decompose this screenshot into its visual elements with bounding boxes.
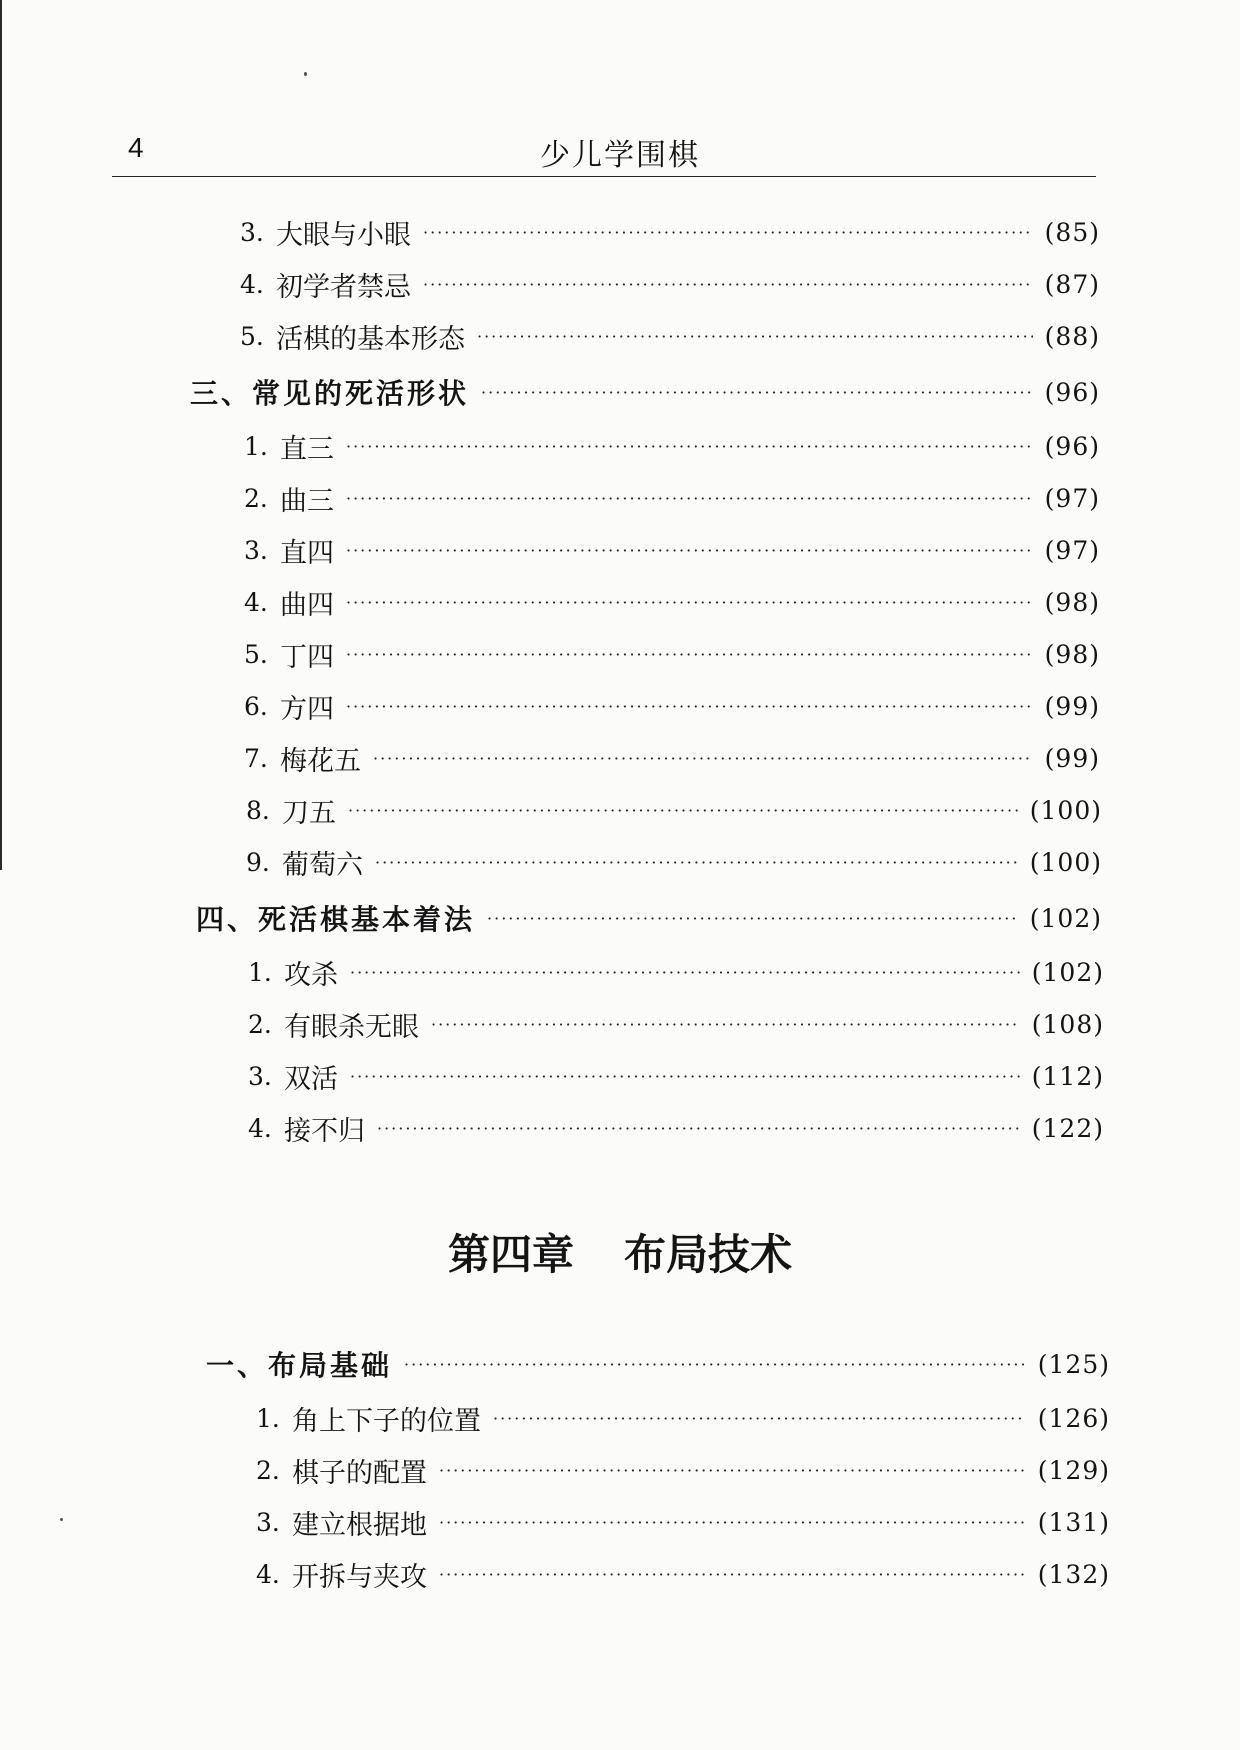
- entry-number: 7.: [244, 743, 268, 773]
- entry-number: 1.: [256, 1403, 280, 1433]
- dot-leader: [346, 593, 1033, 612]
- dot-leader: [346, 645, 1033, 664]
- page-number: 4: [128, 132, 144, 163]
- toc-entry: [244, 686, 1100, 726]
- dot-leader: [373, 749, 1033, 768]
- toc-entry: [240, 264, 1100, 304]
- toc-entry: [248, 1004, 1104, 1044]
- entry-title: 刀五: [282, 797, 336, 829]
- dot-leader: [493, 1409, 1026, 1428]
- toc-entry: [240, 316, 1100, 356]
- entry-number: 3.: [240, 217, 264, 247]
- entry-title: 方四: [280, 693, 334, 725]
- entry-title: 直四: [280, 537, 334, 569]
- toc-entry: [244, 478, 1100, 518]
- entry-number: 1.: [244, 431, 268, 461]
- entry-number: 8.: [246, 795, 270, 825]
- entry-page: (100): [1029, 847, 1102, 877]
- toc-entry: [244, 582, 1100, 622]
- toc-entry: [240, 212, 1100, 252]
- chapter-title: 布局技术: [624, 1230, 793, 1279]
- entry-title: 曲三: [280, 485, 334, 517]
- entry-page: (108): [1031, 1009, 1104, 1039]
- dot-leader: [487, 909, 1018, 928]
- entry-title: 大眼与小眼: [276, 219, 411, 251]
- dot-leader: [346, 697, 1033, 716]
- entry-page: (99): [1044, 691, 1100, 721]
- dot-leader: [439, 1565, 1026, 1584]
- dot-leader: [348, 801, 1018, 820]
- toc-entry: [256, 1398, 1110, 1438]
- entry-title: 开拆与夹攻: [292, 1561, 427, 1593]
- entry-page: (112): [1031, 1061, 1104, 1091]
- entry-page: (96): [1044, 377, 1100, 407]
- entry-number: 3.: [248, 1061, 272, 1091]
- dot-leader: [439, 1513, 1026, 1532]
- toc-entry: [244, 738, 1100, 778]
- entry-title: 曲四: [280, 589, 334, 621]
- entry-number: 5.: [244, 639, 268, 669]
- header-rule: [112, 176, 1096, 177]
- entry-number: 2.: [244, 483, 268, 513]
- entry-number: 4.: [244, 587, 268, 617]
- entry-number: 1.: [248, 957, 272, 987]
- section-title: 一、布局基础: [206, 1349, 393, 1382]
- chapter-heading: [400, 1222, 840, 1282]
- scan-edge: [0, 0, 2, 870]
- entry-number: 2.: [248, 1009, 272, 1039]
- dot-leader: [423, 275, 1033, 294]
- entry-title: 直三: [280, 433, 334, 465]
- dot-leader: [481, 383, 1033, 402]
- entry-page: (96): [1044, 431, 1100, 461]
- toc-section-heading: [190, 372, 1100, 412]
- dot-leader: [477, 327, 1033, 346]
- entry-title: 梅花五: [280, 745, 361, 777]
- entry-title: 攻杀: [284, 959, 338, 991]
- toc-entry: [244, 530, 1100, 570]
- dot-leader: [423, 223, 1033, 242]
- toc-entry: [246, 790, 1102, 830]
- entry-page: (99): [1044, 743, 1100, 773]
- dot-leader: [346, 437, 1033, 456]
- toc-entry: [256, 1554, 1110, 1594]
- entry-page: (97): [1044, 535, 1100, 565]
- entry-page: (88): [1044, 321, 1100, 351]
- entry-title: 角上下子的位置: [292, 1405, 481, 1437]
- entry-title: 接不归: [284, 1115, 365, 1147]
- dot-leader: [404, 1355, 1026, 1374]
- entry-number: 3.: [256, 1507, 280, 1537]
- toc-entry: [248, 1056, 1104, 1096]
- entry-number: 3.: [244, 535, 268, 565]
- dot-leader: [439, 1461, 1026, 1480]
- scan-speck: [60, 1518, 63, 1521]
- dot-leader: [350, 1067, 1020, 1086]
- dot-leader: [346, 541, 1033, 560]
- dot-leader: [377, 1119, 1020, 1138]
- entry-number: 4.: [256, 1559, 280, 1589]
- entry-title: 有眼杀无眼: [284, 1011, 419, 1043]
- entry-number: 2.: [256, 1455, 280, 1485]
- entry-title: 初学者禁忌: [276, 271, 411, 303]
- entry-page: (126): [1037, 1403, 1110, 1433]
- entry-page: (122): [1031, 1113, 1104, 1143]
- entry-title: 建立根据地: [292, 1509, 427, 1541]
- toc-section-heading: [196, 898, 1102, 938]
- entry-page: (125): [1037, 1349, 1110, 1379]
- entry-page: (98): [1044, 639, 1100, 669]
- entry-title: 双活: [284, 1063, 338, 1095]
- dot-leader: [431, 1015, 1020, 1034]
- entry-title: 葡萄六: [282, 849, 363, 881]
- toc-entry: [256, 1502, 1110, 1542]
- entry-title: 棋子的配置: [292, 1457, 427, 1489]
- dot-leader: [350, 963, 1020, 982]
- entry-page: (102): [1029, 903, 1102, 933]
- entry-page: (129): [1037, 1455, 1110, 1485]
- toc-entry: [246, 842, 1102, 882]
- entry-page: (100): [1029, 795, 1102, 825]
- entry-number: 9.: [246, 847, 270, 877]
- entry-page: (97): [1044, 483, 1100, 513]
- scan-speck: [304, 72, 307, 76]
- entry-number: 4.: [248, 1113, 272, 1143]
- entry-page: (132): [1037, 1559, 1110, 1589]
- entry-title: 活棋的基本形态: [276, 323, 465, 355]
- entry-page: (85): [1044, 217, 1100, 247]
- section-title: 四、死活棋基本着法: [196, 903, 476, 936]
- entry-page: (102): [1031, 957, 1104, 987]
- entry-page: (87): [1044, 269, 1100, 299]
- entry-title: 丁四: [280, 641, 334, 673]
- dot-leader: [346, 489, 1033, 508]
- toc-section-heading: [206, 1344, 1110, 1384]
- entry-page: (98): [1044, 587, 1100, 617]
- entry-page: (131): [1037, 1507, 1110, 1537]
- entry-number: 6.: [244, 691, 268, 721]
- toc-entry: [244, 634, 1100, 674]
- entry-number: 5.: [240, 321, 264, 351]
- toc-entry: [248, 952, 1104, 992]
- toc-entry: [256, 1450, 1110, 1490]
- chapter-label: 第四章: [447, 1230, 574, 1279]
- running-title: 少儿学围棋: [540, 138, 700, 173]
- toc-entry: [244, 426, 1100, 466]
- section-title: 三、常见的死活形状: [190, 377, 470, 410]
- toc-entry: [248, 1108, 1104, 1148]
- entry-number: 4.: [240, 269, 264, 299]
- dot-leader: [375, 853, 1018, 872]
